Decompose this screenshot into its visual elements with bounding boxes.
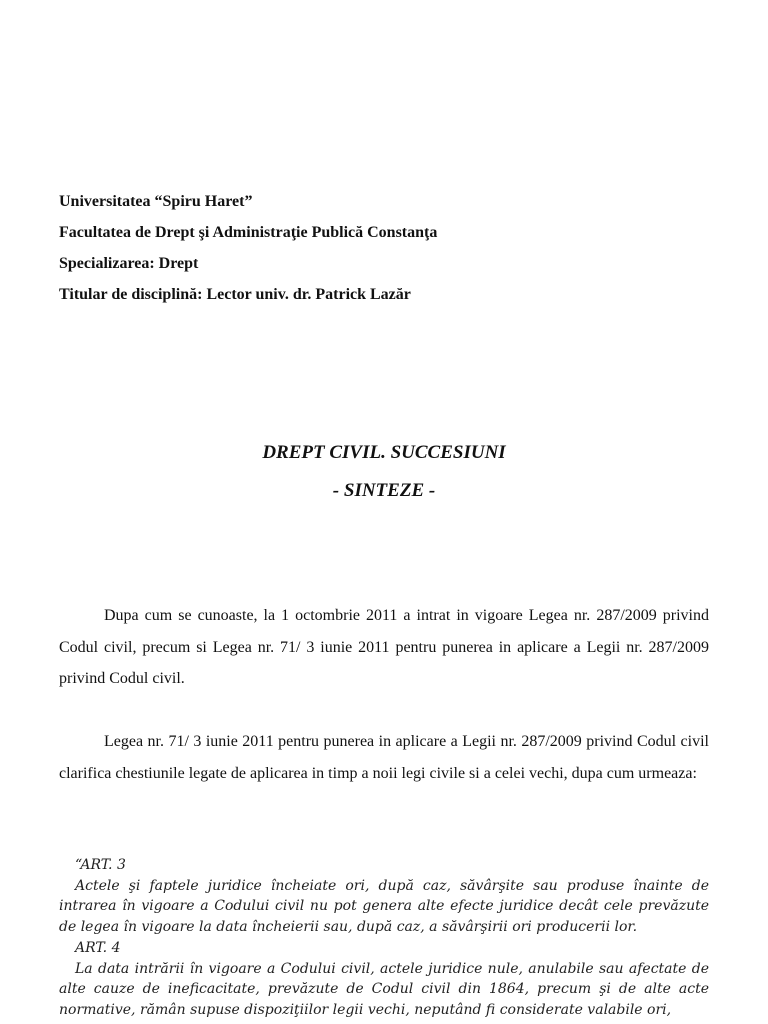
course-holder-label: Titular de disciplină: <box>59 286 203 303</box>
document-subtitle: - SINTEZE - <box>332 480 436 501</box>
quoted-articles <box>59 855 709 1021</box>
paragraph-1: Dupa cum se cunoaste, la 1 octombrie 2011 a intrat in vigoare Legea nr. 287/2009 privind Codul civil, precum si Legea nr. 71/ 3 iunie 2011 pentru punerea in aplicare a Legii nr. 287/2009 privind Codul civil. <box>59 607 709 687</box>
art4-heading: ART. 4 <box>75 939 121 956</box>
art3-heading: “ART. 3 <box>75 857 126 873</box>
specialization: Specializarea: Drept <box>59 255 199 272</box>
art4-text: La data intrării în vigoare a Codului civil, actele juridice nule, anulabile sau afectate de alte cauze de ineficacitate, prevăzute de Codul civil din 1864, precum şi de alte acte normative, rămân supuse dispoziţiilor legii vechi, neputând fi considerate valabile ori, <box>59 960 709 1018</box>
faculty-name: Facultatea de Drept şi Administraţie Publică Constanţa <box>59 224 438 241</box>
course-holder-name: Lector univ. dr. Patrick Lazăr <box>206 286 411 303</box>
university-name: Universitatea “Spiru Haret” <box>59 193 253 210</box>
course-holder <box>59 286 411 304</box>
paragraph-2: Legea nr. 71/ 3 iunie 2011 pentru punerea in aplicare a Legii nr. 287/2009 privind Codul civil clarifica chestiunile legate de aplicarea in timp a noii legi civile si a celei vechi, dupa cum urmeaza: <box>59 733 709 782</box>
document-title: DREPT CIVIL. SUCCESIUNI <box>262 442 506 463</box>
art3-text: Actele şi faptele juridice încheiate ori, după caz, săvârşite sau produse înainte de intrarea în vigoare a Codului civil nu pot genera alte efecte juridice decât cele prevăzute de legea în vigoare la data încheierii sau, după caz, a săvârşirii ori producerii lor. <box>59 877 709 936</box>
